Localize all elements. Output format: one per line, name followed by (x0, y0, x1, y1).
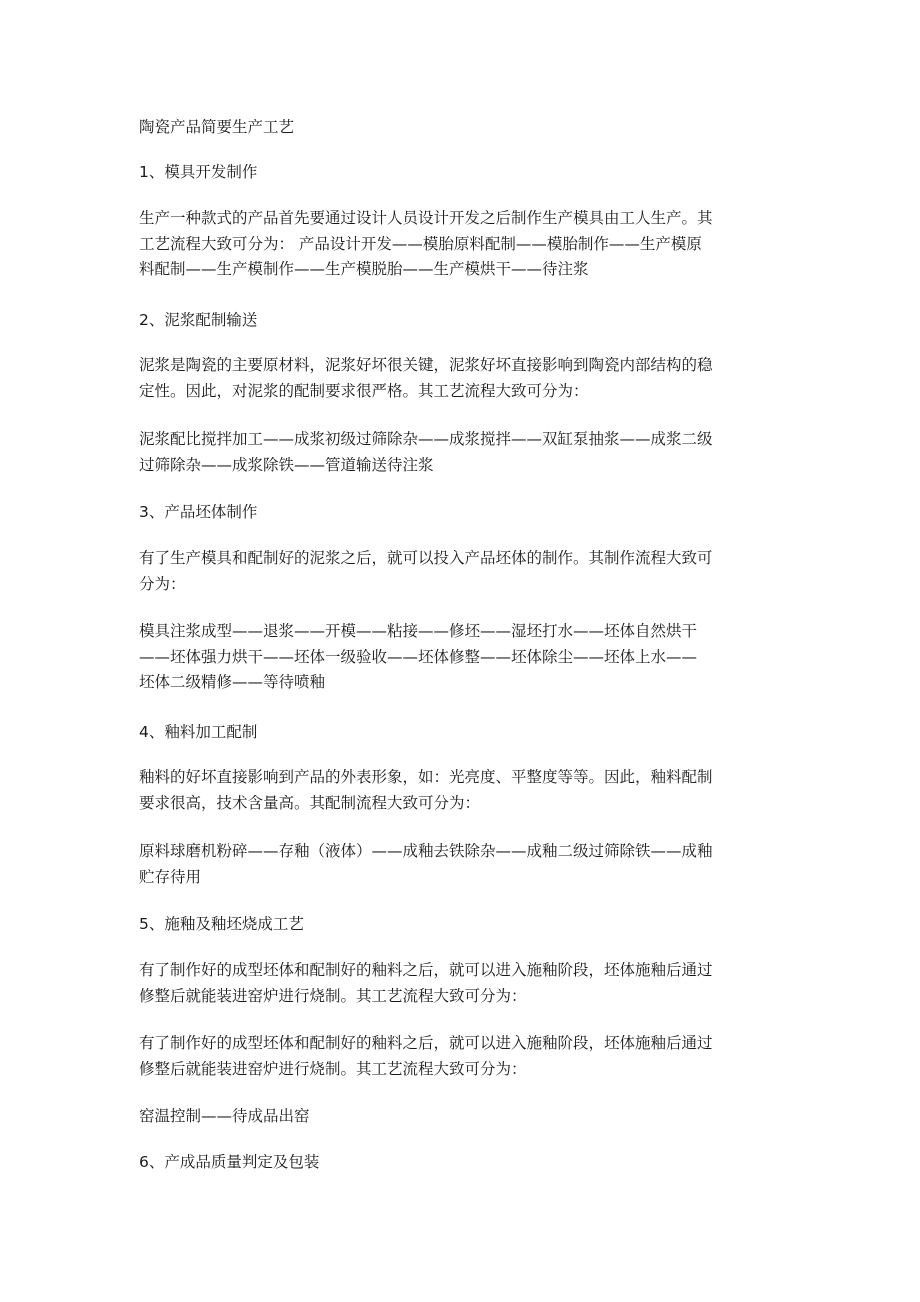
section-heading: 5、施釉及釉坯烧成工艺 (139, 915, 304, 933)
paragraph: 模具注浆成型——退浆——开模——粘接——修坯——湿坯打水——坯体自然烘干 ——坯体强力烘干——坯体一级验收——坯体修整——坯体除尘——坯体上水—— 坯体二级精修——等待喷釉 (139, 622, 698, 691)
section-heading: 3、产品坯体制作 (139, 503, 258, 521)
paragraph: 生产一种款式的产品首先要通过设计人员设计开发之后制作生产模具由工人生产。其 工艺流程大致可分为： 产品设计开发——模胎原料配制——模胎制作——生产模原 料配制——生产模制作——生产模脱胎——生产模烘干——待注浆 (139, 209, 713, 278)
paragraph: 有了生产模具和配制好的泥浆之后，就可以投入产品坯体的制作。其制作流程大致可 分为： (139, 549, 713, 593)
paragraph: 窑温控制——待成品出窑 (139, 1107, 310, 1125)
paragraph: 泥浆是陶瓷的主要原材料，泥浆好坏很关键，泥浆好坏直接影响到陶瓷内部结构的稳 定性。因此，对泥浆的配制要求很严格。其工艺流程大致可分为： (139, 356, 713, 400)
section-heading: 1、模具开发制作 (139, 163, 258, 181)
paragraph: 原料球磨机粉碎——存釉（液体）——成釉去铁除杂——成釉二级过筛除铁——成釉 贮存待用 (139, 842, 713, 886)
section-heading: 4、釉料加工配制 (139, 723, 258, 741)
paragraph: 泥浆配比搅拌加工——成浆初级过筛除杂——成浆搅拌——双缸泵抽浆——成浆二级 过筛除杂——成浆除铁——管道输送待注浆 (139, 430, 713, 474)
paragraph: 釉料的好坏直接影响到产品的外表形象，如：光亮度、平整度等等。因此，釉料配制 要求很高，技术含量高。其配制流程大致可分为： (139, 768, 713, 812)
document-title: 陶瓷产品简要生产工艺 (139, 118, 295, 136)
paragraph: 有了制作好的成型坯体和配制好的釉料之后，就可以进入施釉阶段，坯体施釉后通过 修整后就能装进窑炉进行烧制。其工艺流程大致可分为： (139, 1034, 713, 1078)
section-heading: 6、产成品质量判定及包装 (139, 1153, 320, 1171)
section-heading: 2、泥浆配制输送 (139, 311, 258, 329)
paragraph: 有了制作好的成型坯体和配制好的釉料之后，就可以进入施釉阶段，坯体施釉后通过 修整后就能装进窑炉进行烧制。其工艺流程大致可分为： (139, 961, 713, 1005)
